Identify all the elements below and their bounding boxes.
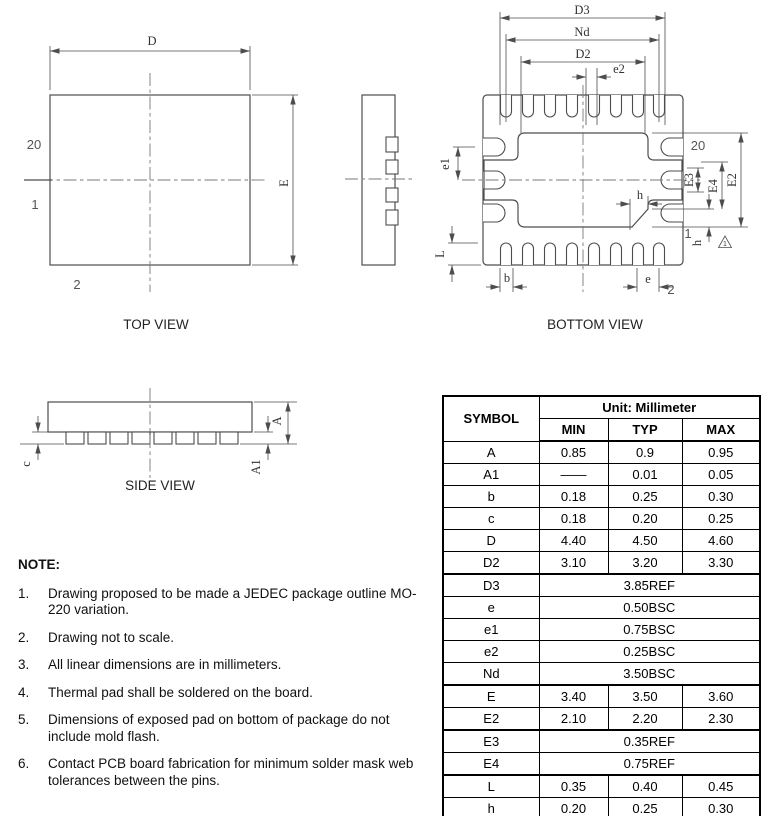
note-number: 3. [18,657,30,673]
dim-label-e2: e2 [613,62,625,76]
cell-max: 3.60 [682,685,760,708]
cell-symbol: e [443,597,539,619]
cell-value: 0.35REF [539,730,760,753]
note-text: Contact PCB board fabrication for minimum solder mask web tolerances between the pins. [48,756,414,788]
cell-symbol: D [443,530,539,552]
cell-symbol: E3 [443,730,539,753]
cell-symbol: Nd [443,663,539,686]
table-row [443,798,760,816]
cell-symbol: E2 [443,708,539,731]
note-number: 6. [18,756,30,772]
cell-min: 0.18 [539,508,608,530]
cell-max: 0.05 [682,464,760,486]
cell-max: 0.30 [682,798,760,816]
note-text: Drawing proposed to be made a JEDEC package outline MO-220 variation. [48,586,417,618]
note-item [18,657,432,673]
dim-label-Nd: Nd [574,25,590,39]
cell-symbol: E [443,685,539,708]
table-row [443,641,760,663]
top-view-title: TOP VIEW [123,317,189,332]
cell-symbol: L [443,775,539,798]
dim-label-b: b [503,271,511,285]
table-row [443,508,760,530]
side-view-pins [66,432,238,444]
cell-min: 3.10 [539,552,608,575]
bottom-view-title: BOTTOM VIEW [547,317,643,332]
cell-value: 3.85REF [539,574,760,597]
dim-label-e: e [645,272,651,286]
note-number: 1. [18,586,30,601]
dim-label-A1: A1 [249,459,263,475]
cell-typ: 0.25 [608,486,682,508]
cell-symbol: D2 [443,552,539,575]
bottom-edge-pins [501,243,665,265]
note-item [18,712,432,745]
cell-min: 3.40 [539,685,608,708]
edge-profile-drawing [345,95,413,265]
cell-value: 0.75BSC [539,619,760,641]
pin1-label: 1 [31,197,39,212]
note-item [18,756,432,789]
cell-value: 0.25BSC [539,641,760,663]
col-header-typ: TYP [608,419,682,442]
cell-value: 0.50BSC [539,597,760,619]
pin20-label: 20 [26,137,42,152]
cell-typ: 0.9 [608,441,682,464]
profile-pin [386,137,398,152]
side-view-title: SIDE VIEW [125,478,195,493]
pin20-label: 20 [690,138,706,153]
table-row [443,530,760,552]
cell-symbol: A [443,441,539,464]
table-row [443,619,760,641]
cell-max: 2.30 [682,708,760,731]
cell-min: 2.10 [539,708,608,731]
cell-symbol: e2 [443,641,539,663]
profile-pin [386,188,398,202]
profile-body [362,95,395,265]
pin1-label: 1 [684,226,692,241]
cell-min: 0.18 [539,486,608,508]
table-row [443,775,760,798]
dim-label-E: E [277,179,291,187]
table-row [443,753,760,776]
table-row [443,597,760,619]
profile-pin [386,210,398,225]
note-item [18,630,432,646]
note-number: 5. [18,712,30,728]
cell-value: 0.75REF [539,753,760,776]
dim-label-E4: E4 [706,179,720,193]
notes-heading: NOTE: [18,557,60,572]
table-header-row [443,396,760,419]
cell-typ: 4.50 [608,530,682,552]
table-row [443,708,760,731]
cell-min: 0.35 [539,775,608,798]
cell-min: —— [539,464,608,486]
cell-min: 0.20 [539,798,608,816]
note-text: Thermal pad shall be soldered on the board. [48,684,313,700]
top-view-drawing [24,34,298,332]
table-row [443,552,760,575]
note-text: All linear dimensions are in millimeters. [48,657,282,673]
cell-typ: 3.50 [608,685,682,708]
dim-label-h-side: h [690,239,704,247]
dimensions-table [442,395,761,816]
dim-label-c: c [19,461,33,467]
dim-label-L: L [433,250,447,258]
profile-pin [386,160,398,174]
table-row [443,685,760,708]
side-view-drawing [19,388,297,493]
table-row [443,464,760,486]
cell-typ: 3.20 [608,552,682,575]
cell-symbol: b [443,486,539,508]
cell-symbol: c [443,508,539,530]
cell-symbol: e1 [443,619,539,641]
note-number: 2. [18,629,30,645]
col-header-unit: Unit: Millimeter [539,396,760,419]
dim-label-D2: D2 [575,47,591,61]
col-header-symbol: SYMBOL [443,396,539,441]
notes-section [18,557,432,800]
cell-symbol: D3 [443,574,539,597]
bottom-view-drawing [433,3,748,332]
col-header-min: MIN [539,419,608,442]
cell-typ: 2.20 [608,708,682,731]
cell-typ: 0.25 [608,798,682,816]
cell-max: 0.45 [682,775,760,798]
note-flag-number: 1 [723,241,727,248]
table-row [443,441,760,464]
cell-max: 0.30 [682,486,760,508]
dim-label-E2: E2 [725,173,739,187]
top-edge-pins [501,95,665,117]
cell-typ: 0.01 [608,464,682,486]
note-text: Dimensions of exposed pad on bottom of package do not include mold flash. [48,712,390,744]
note-item [18,685,432,701]
note-item [18,586,432,619]
cell-symbol: A1 [443,464,539,486]
cell-max: 0.25 [682,508,760,530]
col-header-max: MAX [682,419,760,442]
table-row [443,730,760,753]
cell-max: 0.95 [682,441,760,464]
cell-typ: 0.40 [608,775,682,798]
dim-label-D: D [147,34,157,48]
dim-label-A: A [270,416,284,426]
cell-symbol: E4 [443,753,539,776]
dim-label-E3: E3 [682,173,696,187]
dim-label-e1: e1 [438,158,452,170]
dim-label-h-top: h [636,188,644,202]
cell-symbol: h [443,798,539,816]
table-row [443,486,760,508]
dim-label-D3: D3 [574,3,590,17]
pin2-label: 2 [73,277,81,292]
cell-value: 3.50BSC [539,663,760,686]
cell-typ: 0.20 [608,508,682,530]
cell-min: 0.85 [539,441,608,464]
pin2-label: 2 [667,282,675,297]
cell-max: 3.30 [682,552,760,575]
cell-min: 4.40 [539,530,608,552]
note-text: Drawing not to scale. [48,629,175,645]
note-number: 4. [18,684,30,700]
table-row [443,663,760,686]
cell-max: 4.60 [682,530,760,552]
table-row [443,574,760,597]
